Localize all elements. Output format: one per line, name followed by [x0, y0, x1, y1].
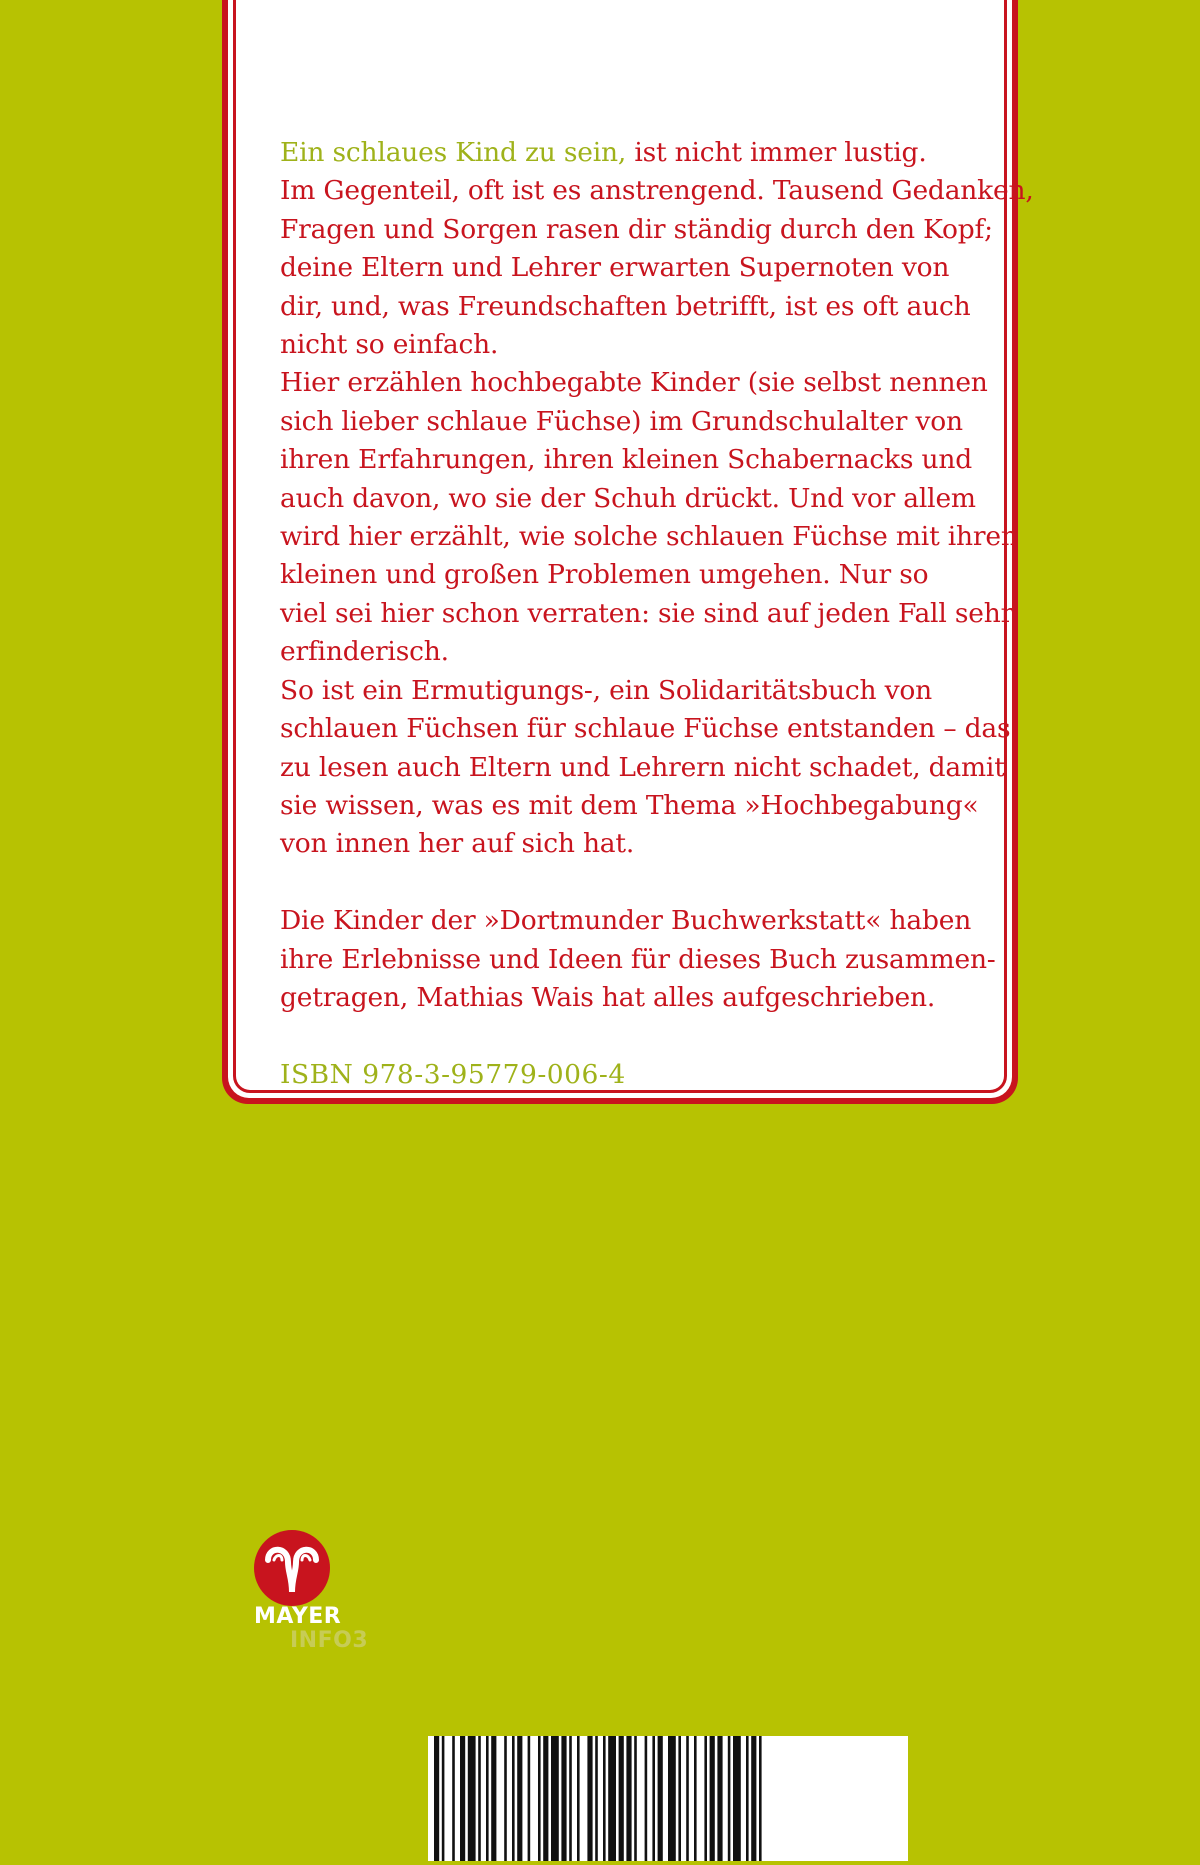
- blurb-line: deine Eltern und Lehrer erwarten Supernoten von: [280, 252, 950, 284]
- blurb-line: Fragen und Sorgen rasen dir ständig durch den Kopf;: [280, 213, 993, 245]
- barcode-bar: [561, 1736, 566, 1861]
- paragraph-gap: [280, 864, 992, 902]
- barcode-bar: [491, 1736, 496, 1861]
- blurb-text: [280, 134, 1034, 1094]
- barcode-bar: [658, 1736, 663, 1861]
- barcode-bar: [686, 1736, 689, 1861]
- barcode-bar: [595, 1736, 598, 1861]
- barcode-bar: [733, 1736, 741, 1861]
- barcode-bar: [728, 1736, 731, 1861]
- credits-line: Die Kinder der »Dortmunder Buchwerkstatt« haben: [280, 905, 972, 937]
- barcode-bar: [543, 1736, 548, 1861]
- barcode-bar: [717, 1736, 722, 1861]
- barcode-icon: [428, 1736, 908, 1861]
- barcode-bar: [460, 1736, 465, 1861]
- barcode: [428, 1736, 908, 1861]
- barcode-bar: [569, 1736, 572, 1861]
- credits-line: getragen, Mathias Wais hat alles aufgeschrieben.: [280, 981, 936, 1013]
- barcode-bar: [517, 1736, 522, 1861]
- barcode-bar: [577, 1736, 580, 1861]
- barcode-bar: [434, 1736, 439, 1861]
- barcode-bar: [551, 1736, 559, 1861]
- barcode-bar: [538, 1736, 541, 1861]
- blurb-line: sich lieber schlaue Füchse) im Grundschulalter von: [280, 405, 963, 437]
- barcode-bar: [478, 1736, 481, 1861]
- barcode-bar: [452, 1736, 455, 1861]
- blurb-line: von innen her auf sich hat.: [280, 828, 635, 860]
- blurb-line: ihren Erfahrungen, ihren kleinen Schabernacks und: [280, 444, 973, 476]
- barcode-bar: [704, 1736, 707, 1861]
- barcode-bar: [608, 1736, 616, 1861]
- blurb-panel: [222, 0, 1034, 1104]
- publisher-imprint: INFO3: [290, 1628, 369, 1653]
- blurb-line: Im Gegenteil, oft ist es anstrengend. Tausend Gedanken,: [280, 175, 1034, 207]
- blurb-line: nicht so einfach.: [280, 329, 499, 361]
- barcode-bar: [668, 1736, 676, 1861]
- blurb-line: So ist ein Ermutigungs-, ein Solidaritätsbuch von: [280, 674, 932, 706]
- blurb-line: kleinen und großen Problemen umgehen. Nur so: [280, 559, 929, 591]
- barcode-bar: [504, 1736, 507, 1861]
- barcode-bar: [468, 1736, 476, 1861]
- blurb-line-0: [280, 134, 992, 172]
- blurb-line: dir, und, was Freundschaften betrifft, ist es oft auch: [280, 290, 971, 322]
- ram-horns-logo-icon: [254, 1530, 330, 1606]
- barcode-bar: [710, 1736, 715, 1861]
- barcode-bar: [587, 1736, 592, 1861]
- blurb-line-0-rest: ist nicht immer lustig.: [626, 137, 927, 168]
- barcode-bar: [626, 1736, 631, 1861]
- blurb-panel-inner: [228, 0, 1034, 1098]
- blurb-line: sie wissen, was es mit dem Thema »Hochbegabung«: [280, 789, 979, 821]
- publisher-logo: [254, 1530, 386, 1660]
- barcode-bar: [678, 1736, 681, 1861]
- blurb-line: zu lesen auch Eltern und Lehrern nicht schadet, damit: [280, 751, 1005, 783]
- isbn: ISBN 978-3-95779-006-4: [280, 1058, 626, 1090]
- barcode-bar: [759, 1736, 762, 1861]
- credits-paragraph: [280, 902, 996, 1017]
- barcode-bar: [486, 1736, 489, 1861]
- barcode-bar: [512, 1736, 515, 1861]
- blurb-line: schlauen Füchsen für schlaue Füchse entstanden – das: [280, 713, 1011, 745]
- blurb-line: erfinderisch.: [280, 636, 449, 668]
- blurb-paragraph: [280, 134, 1034, 864]
- blurb-line: wird hier erzählt, wie solche schlauen Füchse mit ihren: [280, 521, 1018, 553]
- blurb-line: auch davon, wo sie der Schuh drückt. Und vor allem: [280, 482, 976, 514]
- barcode-bar: [751, 1736, 756, 1861]
- barcode-bar: [746, 1736, 749, 1861]
- barcode-bar: [652, 1736, 655, 1861]
- barcode-bar: [603, 1736, 606, 1861]
- blurb-line: viel sei hier schon verraten: sie sind auf jeden Fall sehr: [280, 597, 1014, 629]
- credits-line: ihre Erlebnisse und Ideen für dieses Buch zusammen-: [280, 943, 996, 975]
- blurb-lead: Ein schlaues Kind zu sein,: [280, 137, 627, 168]
- barcode-bar: [442, 1736, 445, 1861]
- paragraph-gap: [280, 1017, 992, 1055]
- barcode-bar: [528, 1736, 531, 1861]
- barcode-bar: [645, 1736, 648, 1861]
- barcode-bar: [619, 1736, 624, 1861]
- publisher-name: MAYER: [254, 1604, 342, 1629]
- blurb-line: Hier erzählen hochbegabte Kinder (sie selbst nennen: [280, 367, 988, 399]
- barcode-bar: [694, 1736, 697, 1861]
- barcode-bar: [634, 1736, 637, 1861]
